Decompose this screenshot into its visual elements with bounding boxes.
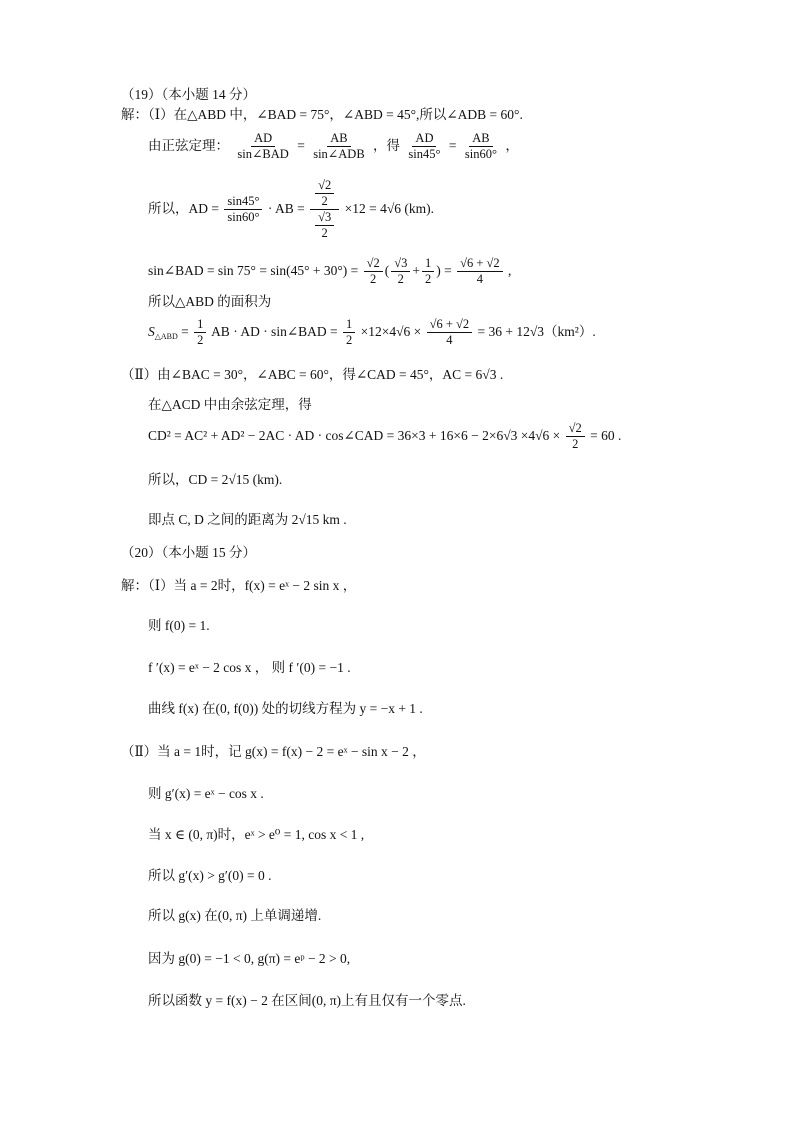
fraction [234, 131, 291, 162]
numerator: 1 [422, 256, 434, 272]
q19-sine-law-line: 由正弦定理： $\frac{AD}{\text{sin∠BAD}}$ = $\frac{AB}{\text{sin∠ADB}}$ ，得 $\frac{AD}{\sin 45^\circ}$ = $\frac{AB}{\sin 60^\circ}$ ， [148, 131, 519, 162]
fraction [391, 256, 410, 287]
q19-distance-line: 即点 C, D 之间的距离为 2√15 km . [148, 512, 347, 527]
denominator: 2 [197, 333, 204, 348]
q19-area-line: $S_{\triangle ABD}$ = $\frac{1}{2}$ AB · AD · sin∠BAD = $\frac{1}{2}$ ×12×4√6 × $\frac{√6 + √2}{4}$ = 36 + 12√3（km²）. [148, 317, 596, 348]
fraction [462, 131, 500, 162]
denominator: 2 [572, 437, 579, 452]
numerator: AB [327, 131, 350, 147]
fraction [457, 256, 503, 287]
text: ，得 [373, 138, 401, 153]
numerator: 1 [194, 317, 206, 333]
numerator: √3 [391, 256, 410, 272]
numerator: √6 + √2 [457, 256, 503, 272]
q20-header: （20）（本小题 15 分） [121, 545, 256, 560]
fraction [566, 421, 585, 452]
q20-line6: 则 g′(x) = eˣ − cos x . [148, 786, 264, 801]
denominator: 2 [370, 272, 377, 287]
denominator: 2 [346, 333, 353, 348]
q20-line3: f ′(x) = eˣ − 2 cos x ， 则 f ′(0) = −1 . [148, 660, 351, 675]
numerator: sin45° [224, 194, 262, 210]
fraction [315, 178, 334, 209]
area-symbol: S [148, 324, 155, 339]
q19-part2-line2: 在△ACD 中由余弦定理，得 [148, 397, 312, 412]
denominator: sin∠BAD [237, 147, 289, 162]
q20-line2: 则 f(0) = 1. [148, 618, 210, 633]
fraction [427, 317, 473, 348]
denominator: sin∠ADB [313, 147, 365, 162]
compound-fraction [310, 178, 339, 241]
denominator: sin60° [464, 147, 497, 162]
text: · AB = [267, 201, 305, 216]
q20-part1-line1: 解：（Ⅰ）当 a = 2时，f(x) = eˣ − 2 sin x ， [121, 578, 357, 593]
q20-line9: 所以 g(x) 在(0, π) 上单调递增. [148, 908, 322, 923]
fraction [224, 194, 262, 225]
q20-line8: 所以 g′(x) > g′(0) = 0 . [148, 868, 272, 883]
denominator: sin60° [227, 210, 260, 225]
text: sin∠BAD = sin 75° = sin(45° + 30°) = [148, 263, 359, 278]
q19-header: （19）（本小题 14 分） [121, 87, 256, 102]
denominator [310, 210, 339, 241]
denominator: sin45° [408, 147, 441, 162]
numerator: √2 [566, 421, 585, 437]
numerator: √3 [315, 210, 334, 226]
text: = 60 . [590, 428, 622, 443]
fraction [364, 256, 383, 287]
denominator: 2 [321, 226, 328, 241]
numerator: √2 [315, 178, 334, 194]
text: = 36 + 12√3（km²）. [477, 324, 596, 339]
q19-cosine-line [148, 418, 621, 454]
denominator: 2 [321, 194, 328, 209]
q19-part2-line1: （Ⅱ）由∠BAC = 30°，∠ABC = 60°，得∠CAD = 45°，AC = 6√3 . [121, 367, 504, 382]
text: 所以，AD = [148, 201, 219, 216]
q20-tangent-line: 曲线 f(x) 在(0, f(0)) 处的切线方程为 y = −x + 1 . [148, 701, 423, 716]
subscript: △ABD [154, 332, 178, 341]
numerator: √2 [364, 256, 383, 272]
q20-part2-line1: （Ⅱ）当 a = 1时，记 g(x) = f(x) − 2 = eˣ − sin x − 2 ， [121, 744, 426, 759]
fraction [422, 256, 434, 287]
numerator: √6 + √2 [427, 317, 473, 333]
fraction [310, 131, 367, 162]
q19-sin-bad-line: sin∠BAD = sin 75° = sin(45° + 30°) = $\frac{√2}{2}$ ( $\frac{√3}{2}$ + $\frac{1}{2}$ ) = $\frac{√6 + √2}{4}$ , [148, 256, 512, 287]
fraction [405, 131, 443, 162]
text: ×12 = 4√6 (km). [344, 201, 434, 216]
q20-line7: 当 x ∈ (0, π)时，eˣ > e⁰ = 1, cos x < 1 , [148, 827, 365, 842]
q20-line11: 所以函数 y = f(x) − 2 在区间(0, π)上有且仅有一个零点. [148, 993, 466, 1008]
denominator: 2 [424, 272, 432, 287]
text: AB · AD · sin∠BAD = [211, 324, 338, 339]
numerator: 1 [343, 317, 355, 333]
fraction [194, 317, 206, 348]
fraction [343, 317, 355, 348]
text: ×12×4√6 × [360, 324, 422, 339]
text: ， [505, 138, 519, 153]
q19-cd-line: 所以，CD = 2√15 (km). [148, 472, 283, 487]
q19-ad-line [148, 174, 434, 244]
numerator [310, 178, 339, 210]
numerator: AD [412, 131, 436, 147]
numerator: AD [251, 131, 275, 147]
text: 由正弦定理： [148, 138, 229, 153]
numerator: AB [469, 131, 492, 147]
q19-area-intro: 所以△ABD 的面积为 [148, 294, 272, 309]
denominator: 4 [476, 272, 483, 287]
text: CD² = AC² + AD² − 2AC · AD · cos∠CAD = 36×3 + 16×6 − 2×6√3 ×4√6 × [148, 428, 561, 443]
q20-line10: 因为 g(0) = −1 < 0, g(π) = eᵖ − 2 > 0, [148, 951, 351, 966]
q19-part1-line1: 解：（Ⅰ）在△ABD 中，∠BAD = 75°，∠ABD = 45°,所以∠ADB = 60°. [121, 107, 523, 122]
denominator: 2 [397, 272, 404, 287]
denominator: 4 [446, 333, 453, 348]
fraction [315, 210, 334, 241]
